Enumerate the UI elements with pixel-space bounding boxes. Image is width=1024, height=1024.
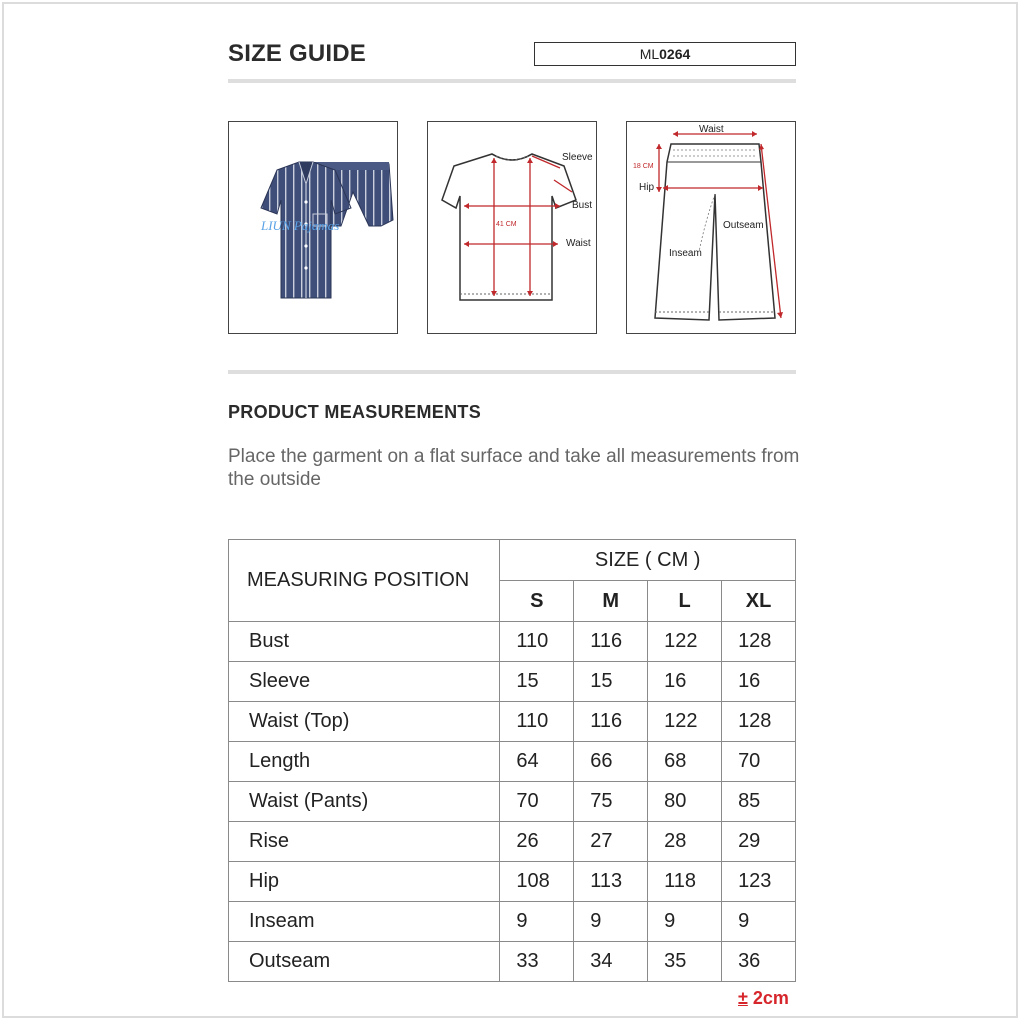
cell-value: 70 [722,742,796,782]
size-header-xl: XL [722,581,796,622]
cell-value: 26 [500,822,574,862]
cell-value: 68 [648,742,722,782]
cell-value: 110 [500,702,574,742]
pants-diagram-panel [626,121,796,334]
length-label: 41 CM [496,221,517,228]
cell-value: 128 [722,622,796,662]
row-label: Waist (Pants) [229,782,500,822]
product-code-number: 0264 [659,46,691,62]
size-header-m: M [574,581,648,622]
size-cm-header: SIZE ( CM ) [500,540,796,581]
row-label: Length [229,742,500,782]
cell-value: 15 [500,662,574,702]
cell-value: 16 [722,662,796,702]
table-row [229,782,796,822]
row-label: Sleeve [229,662,500,702]
table-row [229,942,796,982]
hip-label: Hip [639,182,655,193]
cell-value: 27 [574,822,648,862]
pants-diagram [627,122,795,333]
measuring-position-header: MEASURING POSITION [229,540,500,622]
row-label: Rise [229,822,500,862]
cell-value: 128 [722,702,796,742]
page-title: SIZE GUIDE [228,40,367,67]
inseam-label: Inseam [669,248,702,259]
cell-value: 113 [574,862,648,902]
table-row [229,822,796,862]
cell-value: 123 [722,862,796,902]
table-row [229,622,796,662]
cell-value: 122 [648,622,722,662]
row-label: Hip [229,862,500,902]
table-row [229,742,796,782]
plus-minus-symbol: ± [738,988,748,1008]
sleeve-label: Sleeve [562,152,593,163]
product-code-prefix: ML [639,46,660,62]
pants-waist-label: Waist [699,124,724,135]
pajama-set-image [229,122,397,333]
cell-value: 64 [500,742,574,782]
cell-value: 15 [574,662,648,702]
size-header-l: L [648,581,722,622]
cell-value: 80 [648,782,722,822]
cell-value: 66 [574,742,648,782]
cell-value: 29 [722,822,796,862]
cell-value: 34 [574,942,648,982]
rise-label: 18 CM [633,163,654,170]
row-label: Inseam [229,902,500,942]
cell-value: 9 [722,902,796,942]
size-table [228,539,796,982]
cell-value: 85 [722,782,796,822]
cell-value: 35 [648,942,722,982]
cell-value: 36 [722,942,796,982]
tolerance-value: 2cm [752,988,789,1008]
table-row [229,902,796,942]
cell-value: 9 [648,902,722,942]
cell-value: 118 [648,862,722,902]
top-diagram-panel [427,121,597,334]
header-divider [228,79,796,83]
cell-value: 122 [648,702,722,742]
bust-label: Bust [572,200,593,211]
cell-value: 75 [574,782,648,822]
table-row [229,662,796,702]
section-divider [228,370,796,374]
cell-value: 70 [500,782,574,822]
cell-value: 33 [500,942,574,982]
product-photo-panel [228,121,398,334]
tolerance-note [738,988,789,1009]
brand-watermark: LIUN Pajamas [261,218,340,233]
row-label: Outseam [229,942,500,982]
cell-value: 110 [500,622,574,662]
cell-value: 9 [500,902,574,942]
shirt-diagram [428,122,596,333]
table-row [229,702,796,742]
size-header-s: S [500,581,574,622]
measurements-title: PRODUCT MEASUREMENTS [228,402,482,422]
cell-value: 108 [500,862,574,902]
measurement-instructions: Place the garment on a flat surface and take all measurements from the outside [228,446,800,490]
product-code-box [534,42,796,66]
outseam-label: Outseam [723,220,764,231]
cell-value: 9 [574,902,648,942]
waist-label: Waist [566,238,591,249]
table-row [229,862,796,902]
cell-value: 116 [574,702,648,742]
row-label: Waist (Top) [229,702,500,742]
cell-value: 116 [574,622,648,662]
cell-value: 28 [648,822,722,862]
cell-value: 16 [648,662,722,702]
row-label: Bust [229,622,500,662]
